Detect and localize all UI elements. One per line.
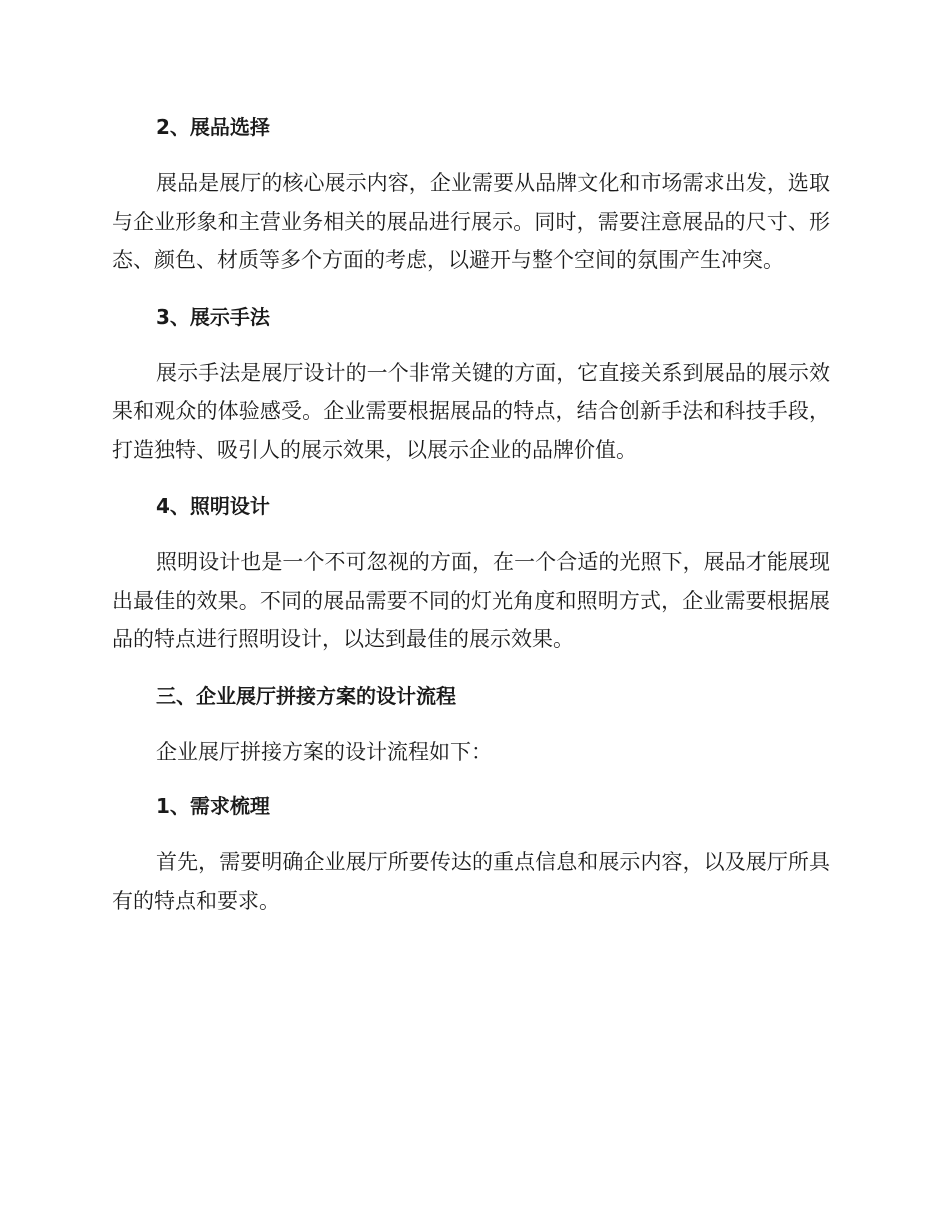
paragraph-design-process-intro: 企业展厅拼接方案的设计流程如下： xyxy=(156,739,492,764)
paragraph-exhibit-selection: 展品是展厅的核心展示内容，企业需要从品牌文化和市场需求出发，选取与企业形象和主营业务相关的展品进行展示。同时，需要注意展品的尺寸、形态、颜色、材质等多个方面的考虑，以避开与整个空间的氛围产生冲突。 xyxy=(112,171,830,272)
paragraph-lighting-design: 照明设计也是一个不可忽视的方面，在一个合适的光照下，展品才能展现出最佳的效果。不同的展品需要不同的灯光角度和照明方式，企业需要根据展品的特点进行照明设计，以达到最佳的展示效果。 xyxy=(112,550,830,651)
section-heading-exhibit-selection: 2、展品选择 xyxy=(156,115,270,139)
chapter-heading-design-process: 三、企业展厅拼接方案的设计流程 xyxy=(156,683,456,708)
paragraph-display-methods: 展示手法是展厅设计的一个非常关键的方面，它直接关系到展品的展示效果和观众的体验感受。企业需要根据展品的特点，结合创新手法和科技手段，打造独特、吸引人的展示效果，以展示企业的品牌价值。 xyxy=(112,360,830,462)
paragraph-requirements-review: 首先，需要明确企业展厅所要传达的重点信息和展示内容，以及展厅所具有的特点和要求。 xyxy=(112,850,830,913)
section-heading-display-methods: 3、展示手法 xyxy=(156,304,270,329)
document-body xyxy=(112,108,830,938)
section-heading-requirements-review: 1、需求梳理 xyxy=(156,794,270,818)
section-heading-lighting-design: 4、照明设计 xyxy=(156,494,270,518)
